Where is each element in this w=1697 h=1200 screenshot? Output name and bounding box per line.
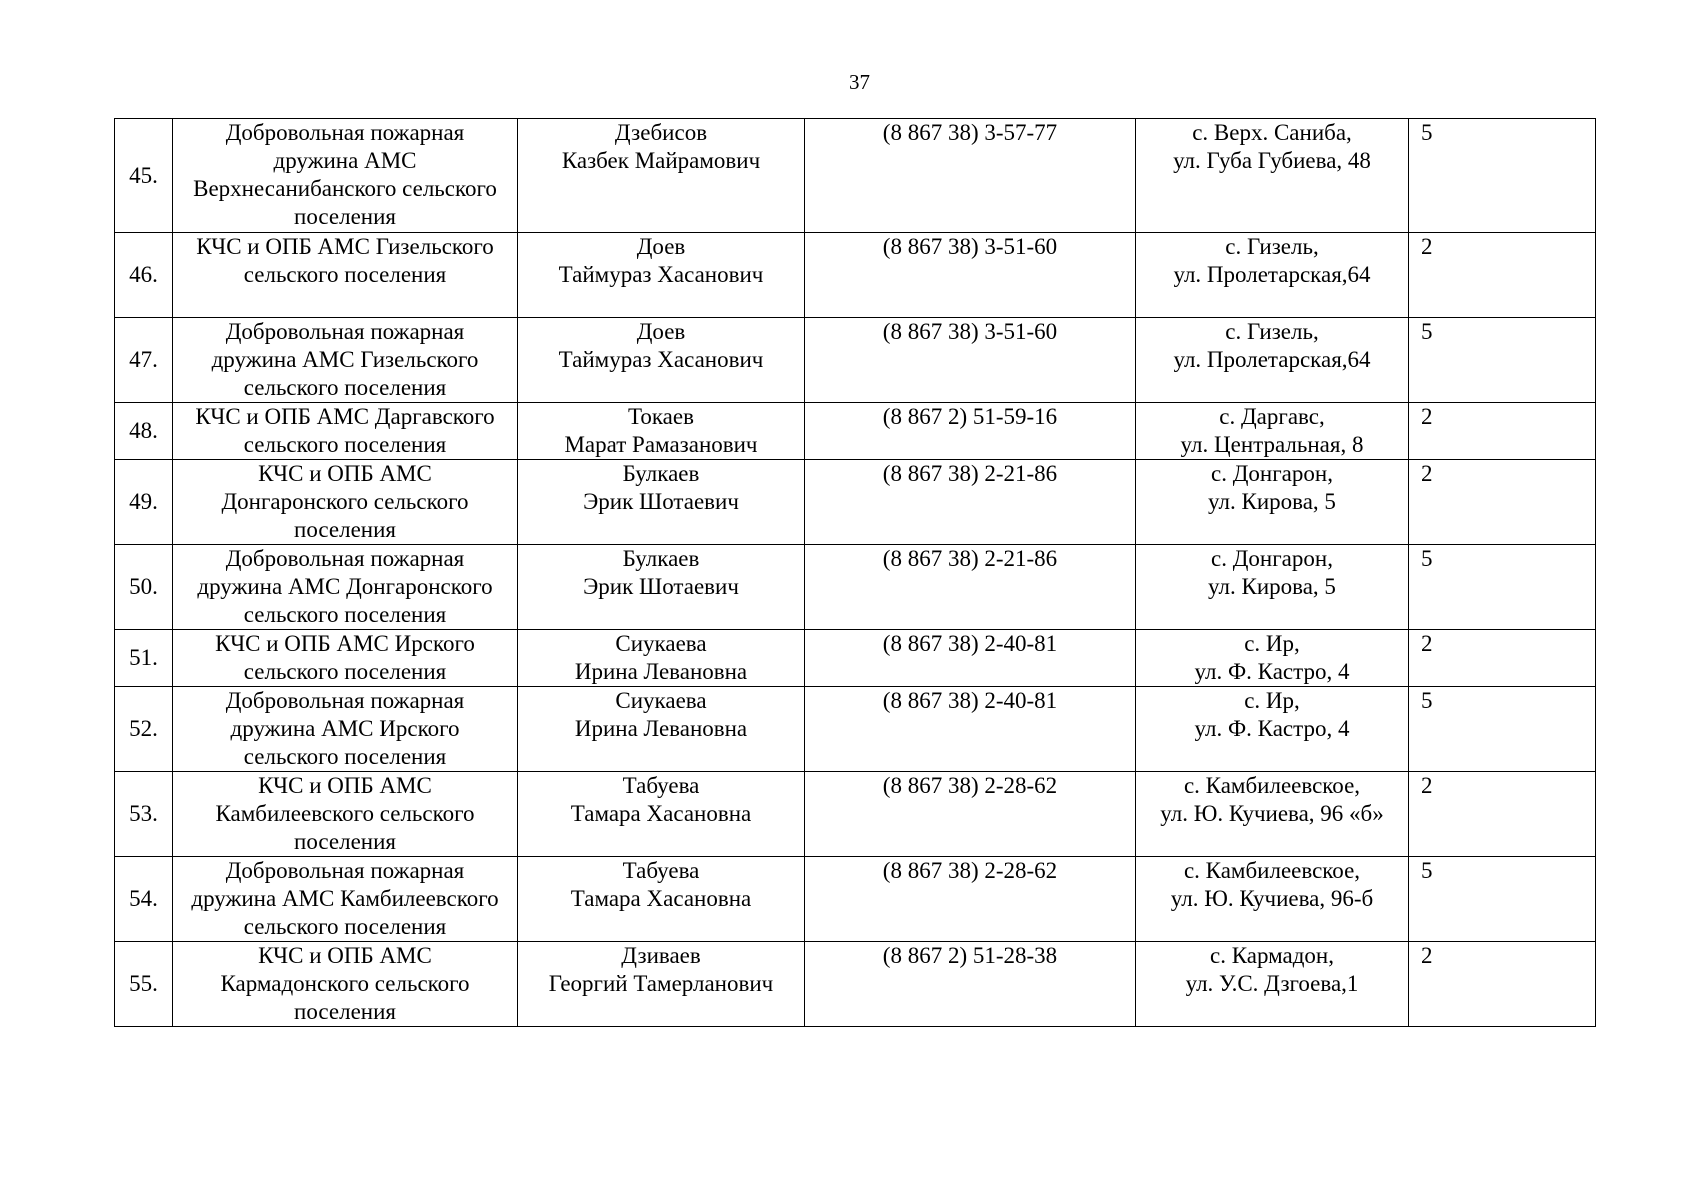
address-line: с. Даргавс, [1219, 404, 1325, 429]
row-number: 52. [129, 716, 158, 741]
table-row [115, 119, 1596, 233]
address-line: с. Ир, [1244, 688, 1300, 713]
address-line: ул. Ю. Кучиева, 96-б [1170, 886, 1374, 911]
table-row [115, 630, 1596, 687]
address-line: ул. У.С. Дзгоева,1 [1185, 971, 1359, 996]
organization-line: дружина АМС Камбилеевского [191, 886, 499, 911]
phone-cell [805, 233, 1136, 318]
person-name-line: Эрик Шотаевич [583, 574, 739, 599]
person-name-line: Сиукаева [615, 688, 707, 713]
count-cell [1409, 403, 1596, 460]
address-cell [1136, 630, 1409, 687]
organization-line: сельского поселения [243, 432, 447, 457]
organization-line: поселения [294, 999, 396, 1024]
table-row [115, 857, 1596, 942]
address-line: с. Камбилеевское, [1183, 773, 1361, 798]
person-name-line: Дзебисов [614, 120, 708, 145]
count-value: 2 [1421, 404, 1433, 429]
organization-line: сельского поселения [243, 375, 447, 400]
organization-line: КЧС и ОПБ АМС [258, 773, 432, 798]
address-line: с. Гизель, [1225, 319, 1319, 344]
organization-line: поселения [294, 204, 396, 229]
count-value: 2 [1421, 461, 1433, 486]
count-value: 5 [1421, 858, 1433, 883]
organization-line: сельского поселения [243, 602, 447, 627]
address-line: с. Донгарон, [1211, 546, 1333, 571]
organization-line: КЧС и ОПБ АМС Гизельского [196, 234, 494, 259]
count-cell [1409, 772, 1596, 857]
table-row [115, 545, 1596, 630]
row-number: 55. [129, 971, 158, 996]
phone-cell [805, 630, 1136, 687]
person-name-line: Табуева [622, 858, 700, 883]
organization-cell [173, 857, 518, 942]
responsible-person-cell [518, 318, 805, 403]
row-number-cell [115, 857, 173, 942]
table-row [115, 233, 1596, 318]
responsible-person-cell [518, 857, 805, 942]
row-number: 48. [129, 418, 158, 443]
address-line: с. Кармадон, [1210, 943, 1334, 968]
phone-number: (8 867 2) 51-59-16 [882, 404, 1058, 429]
address-line: ул. Пролетарская,64 [1173, 347, 1371, 372]
address-line: ул. Ф. Кастро, 4 [1194, 716, 1350, 741]
row-number: 49. [129, 489, 158, 514]
person-name-line: Ирина Левановна [574, 716, 748, 741]
row-number: 46. [129, 262, 158, 287]
row-number-cell [115, 942, 173, 1027]
responsible-person-cell [518, 403, 805, 460]
table-row [115, 460, 1596, 545]
address-cell [1136, 460, 1409, 545]
address-cell [1136, 545, 1409, 630]
organization-line: сельского поселения [243, 659, 447, 684]
person-name-line: Казбек Майрамович [561, 148, 761, 173]
row-number: 54. [129, 886, 158, 911]
page-number: 37 [849, 70, 870, 94]
organization-line: поселения [294, 829, 396, 854]
person-name-line: Сиукаева [615, 631, 707, 656]
organization-line: дружина АМС Ирского [230, 716, 460, 741]
person-name-line: Дзиваев [621, 943, 701, 968]
address-line: ул. Кирова, 5 [1208, 489, 1336, 514]
person-name-line: Таймураз Хасанович [558, 347, 764, 372]
count-value: 2 [1421, 773, 1433, 798]
organization-line: Добровольная пожарная [225, 688, 465, 713]
count-cell [1409, 942, 1596, 1027]
row-number: 51. [129, 645, 158, 670]
organization-cell [173, 687, 518, 772]
count-cell [1409, 119, 1596, 233]
count-cell [1409, 857, 1596, 942]
phone-cell [805, 318, 1136, 403]
phone-number: (8 867 38) 3-51-60 [882, 234, 1058, 259]
person-name-line: Булкаев [622, 461, 700, 486]
organization-line: Камбилеевского сельского [215, 801, 475, 826]
person-name-line: Тамара Хасановна [570, 886, 752, 911]
address-cell [1136, 772, 1409, 857]
phone-cell [805, 119, 1136, 233]
address-line: с. Верх. Саниба, [1192, 120, 1352, 145]
organization-line: Добровольная пожарная [225, 858, 465, 883]
organization-line: поселения [294, 517, 396, 542]
responsible-person-cell [518, 545, 805, 630]
row-number-cell [115, 630, 173, 687]
table-row [115, 772, 1596, 857]
row-number-cell [115, 460, 173, 545]
address-cell [1136, 318, 1409, 403]
organization-line: КЧС и ОПБ АМС Ирского [215, 631, 475, 656]
organization-cell [173, 119, 518, 233]
table-row [115, 403, 1596, 460]
address-cell [1136, 857, 1409, 942]
phone-cell [805, 460, 1136, 545]
row-number: 50. [129, 574, 158, 599]
count-cell [1409, 318, 1596, 403]
row-number-cell [115, 403, 173, 460]
organization-cell [173, 545, 518, 630]
count-value: 5 [1421, 120, 1433, 145]
address-cell [1136, 233, 1409, 318]
count-value: 5 [1421, 688, 1433, 713]
address-line: с. Ир, [1244, 631, 1300, 656]
phone-number: (8 867 38) 3-57-77 [882, 120, 1058, 145]
count-cell [1409, 460, 1596, 545]
organization-line: Добровольная пожарная [225, 319, 465, 344]
count-cell [1409, 545, 1596, 630]
person-name-line: Доев [636, 319, 686, 344]
organization-line: сельского поселения [243, 914, 447, 939]
row-number-cell [115, 772, 173, 857]
organization-line: КЧС и ОПБ АМС Даргавского [195, 404, 495, 429]
phone-cell [805, 772, 1136, 857]
responsible-person-cell [518, 119, 805, 233]
row-number: 45. [129, 162, 158, 188]
table-row [115, 942, 1596, 1027]
organization-line: дружина АМС [273, 148, 417, 173]
phone-number: (8 867 38) 2-21-86 [882, 461, 1058, 486]
count-value: 2 [1421, 943, 1433, 968]
count-value: 5 [1421, 546, 1433, 571]
row-number: 47. [129, 347, 158, 372]
count-cell [1409, 233, 1596, 318]
count-value: 5 [1421, 319, 1433, 344]
row-number: 53. [129, 801, 158, 826]
row-number-cell [115, 318, 173, 403]
organization-cell [173, 942, 518, 1027]
phone-cell [805, 857, 1136, 942]
phone-number: (8 867 38) 2-40-81 [882, 688, 1058, 713]
phone-number: (8 867 2) 51-28-38 [882, 943, 1058, 968]
address-line: с. Камбилеевское, [1183, 858, 1361, 883]
count-cell [1409, 687, 1596, 772]
responsible-person-cell [518, 687, 805, 772]
row-number-cell [115, 233, 173, 318]
person-name-line: Георгий Тамерланович [548, 971, 774, 996]
address-cell [1136, 403, 1409, 460]
organization-line: КЧС и ОПБ АМС [258, 943, 432, 968]
person-name-line: Тамара Хасановна [570, 801, 752, 826]
address-line: с. Донгарон, [1211, 461, 1333, 486]
address-cell [1136, 119, 1409, 233]
person-name-line: Таймураз Хасанович [558, 262, 764, 287]
organization-line: КЧС и ОПБ АМС [258, 461, 432, 486]
organization-line: сельского поселения [243, 262, 447, 287]
organization-cell [173, 772, 518, 857]
organization-line: Верхнесанибанского сельского [193, 176, 497, 201]
responsible-person-cell [518, 630, 805, 687]
phone-cell [805, 403, 1136, 460]
address-line: ул. Ф. Кастро, 4 [1194, 659, 1350, 684]
row-number-cell [115, 687, 173, 772]
responsible-person-cell [518, 460, 805, 545]
responsible-person-cell [518, 772, 805, 857]
table-row [115, 318, 1596, 403]
organization-line: сельского поселения [243, 744, 447, 769]
person-name-line: Токаев [628, 404, 694, 429]
address-cell [1136, 942, 1409, 1027]
count-value: 2 [1421, 234, 1433, 259]
address-line: ул. Кирова, 5 [1208, 574, 1336, 599]
organization-cell [173, 233, 518, 318]
count-cell [1409, 630, 1596, 687]
phone-number: (8 867 38) 2-28-62 [882, 773, 1058, 798]
row-number-cell [115, 119, 173, 233]
phone-number: (8 867 38) 2-40-81 [882, 631, 1058, 656]
organization-cell [173, 460, 518, 545]
phone-number: (8 867 38) 2-28-62 [882, 858, 1058, 883]
count-value: 2 [1421, 631, 1433, 656]
address-cell [1136, 687, 1409, 772]
phone-cell [805, 545, 1136, 630]
phone-number: (8 867 38) 3-51-60 [882, 319, 1058, 344]
address-line: ул. Ю. Кучиева, 96 «б» [1160, 801, 1384, 826]
row-number-cell [115, 545, 173, 630]
fire-services-table [114, 118, 1596, 1027]
responsible-person-cell [518, 942, 805, 1027]
person-name-line: Булкаев [622, 546, 700, 571]
table-body [115, 119, 1596, 1027]
address-line: с. Гизель, [1225, 234, 1319, 259]
organization-line: Добровольная пожарная [225, 546, 465, 571]
organization-cell [173, 630, 518, 687]
responsible-person-cell [518, 233, 805, 318]
phone-number: (8 867 38) 2-21-86 [882, 546, 1058, 571]
person-name-line: Марат Рамазанович [564, 432, 758, 457]
organization-line: Кармадонского сельского [220, 971, 470, 996]
person-name-line: Доев [636, 234, 686, 259]
person-name-line: Эрик Шотаевич [583, 489, 739, 514]
organization-line: дружина АМС Донгаронского [197, 574, 493, 599]
address-line: ул. Губа Губиева, 48 [1173, 148, 1371, 173]
organization-line: Добровольная пожарная [225, 120, 465, 145]
address-line: ул. Центральная, 8 [1180, 432, 1364, 457]
phone-cell [805, 942, 1136, 1027]
organization-line: Донгаронского сельского [221, 489, 469, 514]
person-name-line: Ирина Левановна [574, 659, 748, 684]
organization-line: дружина АМС Гизельского [211, 347, 479, 372]
phone-cell [805, 687, 1136, 772]
organization-cell [173, 318, 518, 403]
organization-cell [173, 403, 518, 460]
person-name-line: Табуева [622, 773, 700, 798]
table-row [115, 687, 1596, 772]
address-line: ул. Пролетарская,64 [1173, 262, 1371, 287]
